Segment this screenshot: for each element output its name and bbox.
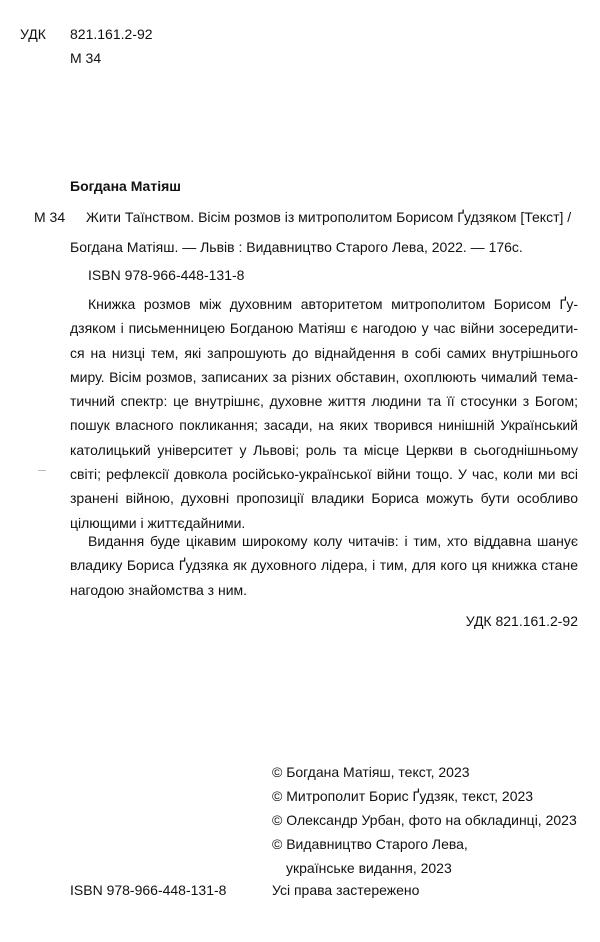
footer-isbn: ISBN 978-966-448-131-8 (70, 882, 227, 898)
annotation-line: миру. Вісім розмов, записаних за різних обставин, охоплюють чималий тема- (70, 368, 578, 385)
annotation-line: Книжка розмов між духовним авторитетом митрополитом Борисом Ґу- (88, 296, 578, 312)
annotation-line: Видання буде цікавим широкому колу читачів: і тим, хто віддавна шанує (88, 533, 578, 549)
catalog-mark: М 34 (34, 209, 66, 225)
annotation-line: цілющими і життєдайними. (70, 514, 246, 531)
copyright-line: українське видання, 2023 (286, 860, 452, 876)
catalog-entry-line-2: Богдана Матіяш. — Львів : Видавництво Старого Лева, 2022. — 176с. (70, 239, 523, 255)
margin-mark (38, 470, 46, 471)
copyright-line: © Богдана Матіяш, текст, 2023 (272, 764, 470, 780)
annotation-line: ся на низці тем, які запрошують до віднайдення в собі самих внутрішнього (70, 344, 578, 361)
footer-rights: Усі права застережено (272, 882, 420, 898)
annotation-line: владику Бориса Ґудзяка як духовного лідера, і тим, для кого ця книжка стане (70, 557, 578, 574)
annotation-line: нагодою знайомства з ним. (70, 581, 248, 598)
copyright-block (272, 760, 577, 880)
udk-footer: УДК 821.161.2-92 (465, 613, 578, 629)
annotation-line: католицький університет у Львові; роль та місце Церкви в сьогоднішньому (70, 441, 578, 458)
annotation-paragraph-1 (70, 292, 578, 535)
copyright-line: © Митрополит Борис Ґудзяк, текст, 2023 (272, 788, 534, 804)
copyright-line: © Видавництво Старого Лева, (272, 836, 468, 852)
annotation-line: дзяком і письменницею Богданою Матіяш є нагодою у час війни зосередити- (70, 320, 578, 337)
annotation-line: тичний спектр: це внутрішнє, духовне життя людини та її стосунки з Богом; (70, 393, 578, 410)
copyright-line: © Олександр Урбан, фото на обкладинці, 2023 (272, 812, 577, 828)
annotation-paragraph-2 (70, 529, 578, 602)
author-mark: М 34 (70, 50, 102, 66)
annotation-line: зранені війною, духовні пропозиції владики Бориса можуть бути особливо (70, 490, 578, 507)
catalog-entry-line-1: Жити Таїнством. Вісім розмов із митрополитом Борисом Ґудзяком [Текст] / (86, 209, 572, 225)
annotation-line: світі; рефлексії довкола російсько-української війни тощо. У час, коли ми всі (70, 466, 578, 483)
catalog-isbn: ISBN 978-966-448-131-8 (88, 267, 245, 283)
annotation-line: пошук власного покликання; засади, на яких творився нинішній Український (70, 417, 578, 434)
udk-code: 821.161.2-92 (70, 26, 153, 42)
catalog-author: Богдана Матіяш (70, 178, 181, 194)
udk-label: УДК (20, 26, 46, 42)
